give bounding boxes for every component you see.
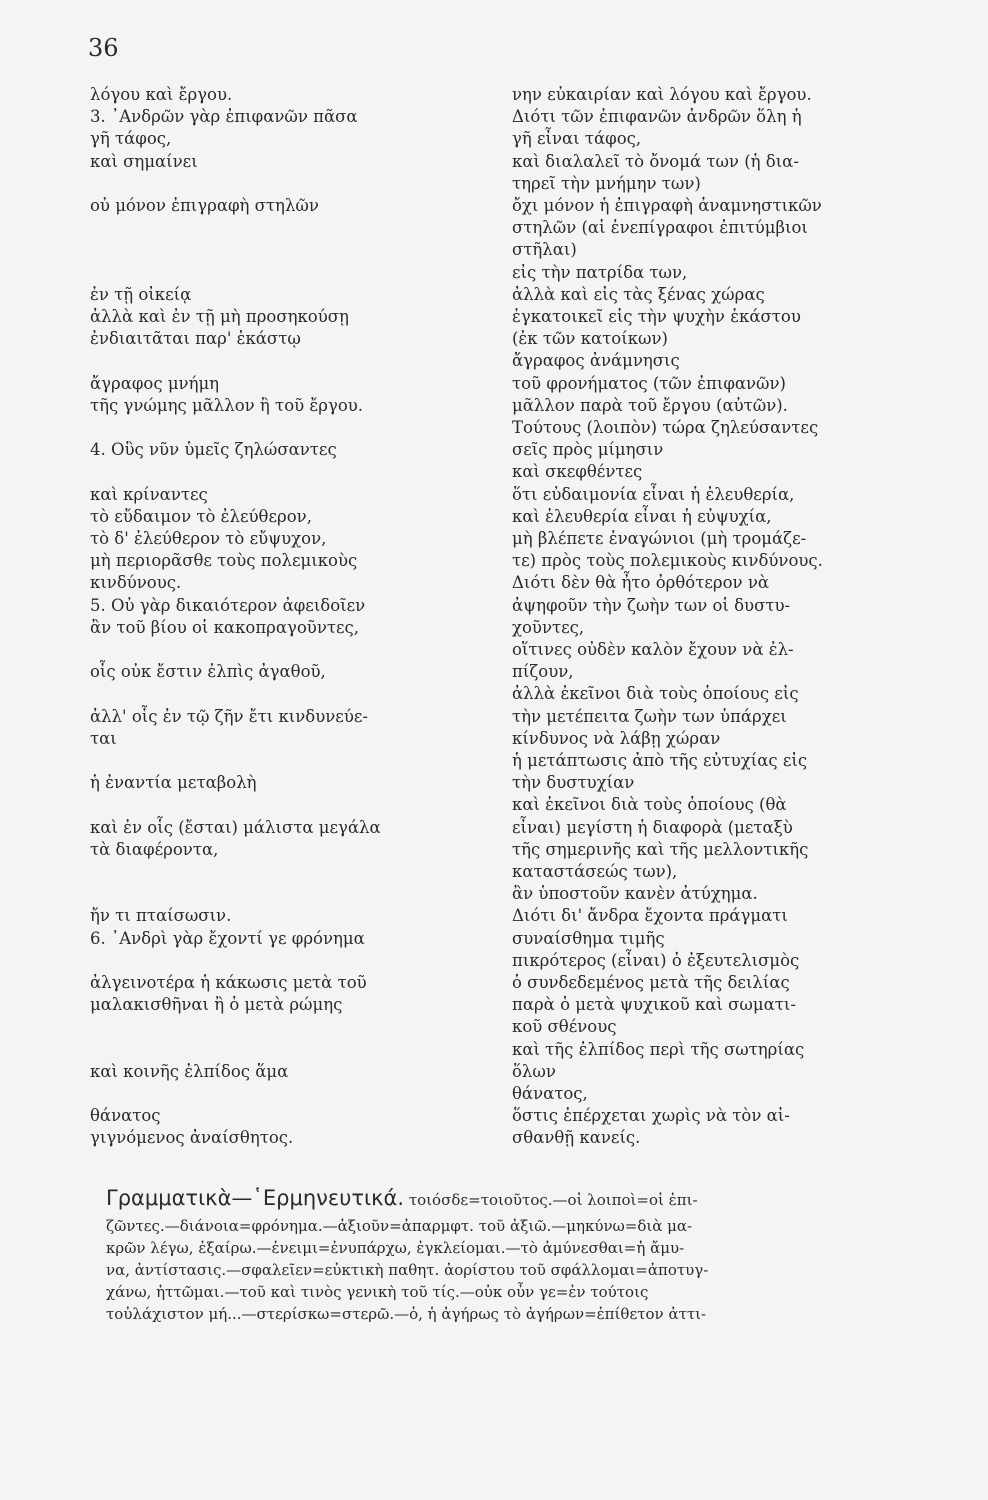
text-line: ὅστις ἐπέρχεται χωρὶς νὰ τὸν αἰ- [512,1106,790,1126]
text-line: πικρότερος (εἶναι) ὁ ἐξευτελισμὸς [512,950,800,970]
text-line: καὶ ἐκεῖνοι διὰ τοὺς ὁποίους (θὰ [512,795,787,815]
text-line: μὴ βλέπετε ἐναγώνιοι (μὴ τρομάζε- [512,529,807,548]
glossary-title: Γραμματικὰ—῾Ερμηνευτικά. [106,1186,405,1210]
text-line: σεῖς πρὸς μίμησιν [512,440,664,460]
text-line: ἀψηφοῦν τὴν ζωὴν των οἱ δυστυ- [512,595,791,615]
text-line: σθανθῇ κανείς. [512,1128,641,1148]
text-line: ἡ μετάπτωσις ἀπὸ τῆς εὐτυχίας εἰς [512,751,808,770]
text-line: χοῦντες, [512,617,585,637]
glossary-first-line [106,1188,698,1210]
text-line: ἀλλ' οἷς ἐν τῷ ζῆν ἔτι κινδυνεύε- [90,706,368,726]
text-line: ἂν τοῦ βίου οἱ κακοπραγοῦντες, [90,617,360,637]
text-line: καὶ σημαίνει [90,151,198,171]
text-line: ἀλγεινοτέρα ἡ κάκωσις μετὰ τοῦ [90,973,367,992]
text-line: καὶ σκεφθέντες [512,462,643,482]
text-line: καὶ κρίναντες [90,484,208,504]
text-line: ἡ ἐναντία μεταβολὴ [90,773,257,793]
text-line: ὄχι μόνον ἡ ἐπιγραφὴ ἀναμνηστικῶν [512,196,822,215]
text-line: καὶ κοινῆς ἐλπίδος ἅμα [90,1061,289,1081]
text-line: ἤν τι πταίσωσιν. [90,906,232,926]
text-line: μὴ περιορᾶσθε τοὺς πολεμικοὺς [90,551,358,571]
text-line: στῆλαι) [512,240,577,260]
text-line: στηλῶν (αἱ ἐνεπίγραφοι ἐπιτύμβιοι [512,218,808,238]
text-line: ἂν ὑποστοῦν κανὲν ἀτύχημα. [512,884,758,904]
glossary-line: να, ἀντίστασις.—σφαλεῖεν=εὐκτικὴ παθητ. ἀορίστου τοῦ σφάλλομαι=ἀποτυγ- [106,1261,709,1279]
text-line: εἶναι) μεγίστη ἡ διαφορὰ (μεταξὺ [512,817,793,837]
text-line: 5. Οὐ γὰρ δικαιότερον ἀφειδοῖεν [90,595,366,615]
text-line: ἀλλὰ ἐκεῖνοι διὰ τοὺς ὁποίους εἰς [512,684,799,704]
text-line: 6. ᾿Ανδρὶ γὰρ ἔχοντί γε φρόνημα [90,928,365,948]
page-number: 36 [88,34,119,62]
text-line: κίνδυνος νὰ λάβῃ χώραν [512,728,721,748]
text-line: γῆ τάφος, [90,129,172,149]
text-line: τε) πρὸς τοὺς πολεμικοὺς κινδύνους. [512,551,823,571]
glossary-line: τοὐλάχιστον μή...—στερίσκω=στερῶ.—ὁ, ἡ ἀγήρως τὸ ἀγήρων=ἐπίθετον ἀττι- [106,1305,707,1323]
text-line: κοῦ σθένους [512,1017,617,1037]
text-line: ὁ συνδεδεμένος μετὰ τῆς δειλίας [512,973,790,992]
text-line: εἰς τὴν πατρίδα των, [512,262,688,282]
text-line: τὴν δυστυχίαν [512,773,635,793]
text-line: μᾶλλον παρὰ τοῦ ἔργου (αὐτῶν). [512,395,788,415]
text-line: τὸ δ' ἐλεύθερον τὸ εὔψυχον, [90,529,327,548]
text-line: τῆς σημερινῆς καὶ τῆς μελλοντικῆς [512,839,809,859]
text-line: οἷς οὐκ ἔστιν ἐλπὶς ἀγαθοῦ, [90,662,326,682]
text-line: γιγνόμενος ἀναίσθητος. [90,1128,294,1148]
text-line: γῆ εἶναι τάφος, [512,129,642,149]
text-line: Τούτους (λοιπὸν) τώρα ζηλεύσαντες [512,418,819,437]
text-line: τοῦ φρονήματος (τῶν ἐπιφανῶν) [512,373,786,393]
text-line: ἐνδιαιτᾶται παρ' ἑκάστῳ [90,329,301,349]
text-line: 4. Οὓς νῦν ὑμεῖς ζηλώσαντες [90,440,337,460]
glossary-line: χάνω, ἡττῶμαι.—τοῦ καὶ τινὸς γενικὴ τοῦ τίς.—οὐκ οὖν γε=ἐν τούτοις [106,1283,649,1301]
text-line: οὐ μόνον ἐπιγραφὴ στηλῶν [90,196,319,215]
text-line: ἐν τῇ οἰκείᾳ [90,284,192,304]
text-line: 3. ᾿Ανδρῶν γὰρ ἐπιφανῶν πᾶσα [90,107,358,127]
text-line: τῆς γνώμης μᾶλλον ἢ τοῦ ἔργου. [90,395,364,415]
text-line: ὅλων [512,1061,556,1081]
text-line: ὅτι εὐδαιμονία εἶναι ἡ ἐλευθερία, [512,484,795,504]
text-line: Διότι τῶν ἐπιφανῶν ἀνδρῶν ὅλη ἡ [512,107,802,127]
text-line: συναίσθημα τιμῆς [512,928,665,948]
text-line: ἄγραφος ἀνάμνησις [512,351,680,371]
text-line: τὸ εὔδαιμον τὸ ἐλεύθερον, [90,506,312,526]
text-line: ἀλλὰ καὶ εἰς τὰς ξένας χώρας [512,284,765,304]
text-line: καὶ ἐλευθερία εἶναι ἡ εὐψυχία, [512,506,772,526]
text-line: θάνατος, [512,1084,588,1103]
text-line: πίζουν, [512,662,574,682]
text-line: Διότι δὲν θὰ ἦτο ὀρθότερον νὰ [512,573,769,593]
text-line: (ἐκ τῶν κατοίκων) [512,329,668,349]
text-line: ἄγραφος μνήμη [90,373,220,393]
text-line: θάνατος [90,1106,161,1126]
text-line: κινδύνους. [90,573,182,593]
glossary-line: ζῶντες.—διάνοια=φρόνημα.—ἀξιοῦν=ἀπαρμφτ. τοῦ ἀξιῶ.—μηκύνω=διὰ μα- [106,1217,693,1235]
text-line: παρὰ ὁ μετὰ ψυχικοῦ καὶ σωματι- [512,995,796,1015]
text-line: Διότι δι' ἄνδρα ἔχοντα πράγματι [512,906,788,926]
text-line: ται [90,728,117,748]
text-line: τὰ διαφέροντα, [90,839,219,859]
text-line: μαλακισθῆναι ἢ ὁ μετὰ ρώμης [90,995,343,1015]
text-line: καὶ ἐν οἷς (ἔσται) μάλιστα μεγάλα [90,817,381,837]
text-line: ἐγκατοικεῖ εἰς τὴν ψυχὴν ἑκάστου [512,307,801,326]
glossary-line: κρῶν λέγω, ἐξαίρω.—ἐνειμι=ἐνυπάρχω, ἐγκλείομαι.—τὸ ἀμύνεσθαι=ἡ ἄμυ- [106,1239,685,1257]
text-line: καὶ διαλαλεῖ τὸ ὄνομά των (ἡ δια- [512,151,799,171]
text-line: ἀλλὰ καὶ ἐν τῇ μὴ προσηκούσῃ [90,307,349,326]
text-line: καταστάσεώς των), [512,862,678,881]
glossary-line: τοιόσδε=τοιοῦτος.—οἱ λοιποὶ=οἱ ἐπι- [408,1191,698,1209]
text-line: τὴν μετέπειτα ζωὴν των ὑπάρχει [512,706,787,726]
text-line: νην εὐκαιρίαν καὶ λόγου καὶ ἔργου. [512,85,812,104]
text-line: καὶ τῆς ἐλπίδος περὶ τῆς σωτηρίας [512,1039,805,1059]
text-line: τηρεῖ τὴν μνήμην των) [512,173,701,193]
text-line: λόγου καὶ ἔργου. [90,85,233,104]
text-line: οἵτινες οὐδὲν καλὸν ἔχουν νὰ ἐλ- [512,640,794,659]
